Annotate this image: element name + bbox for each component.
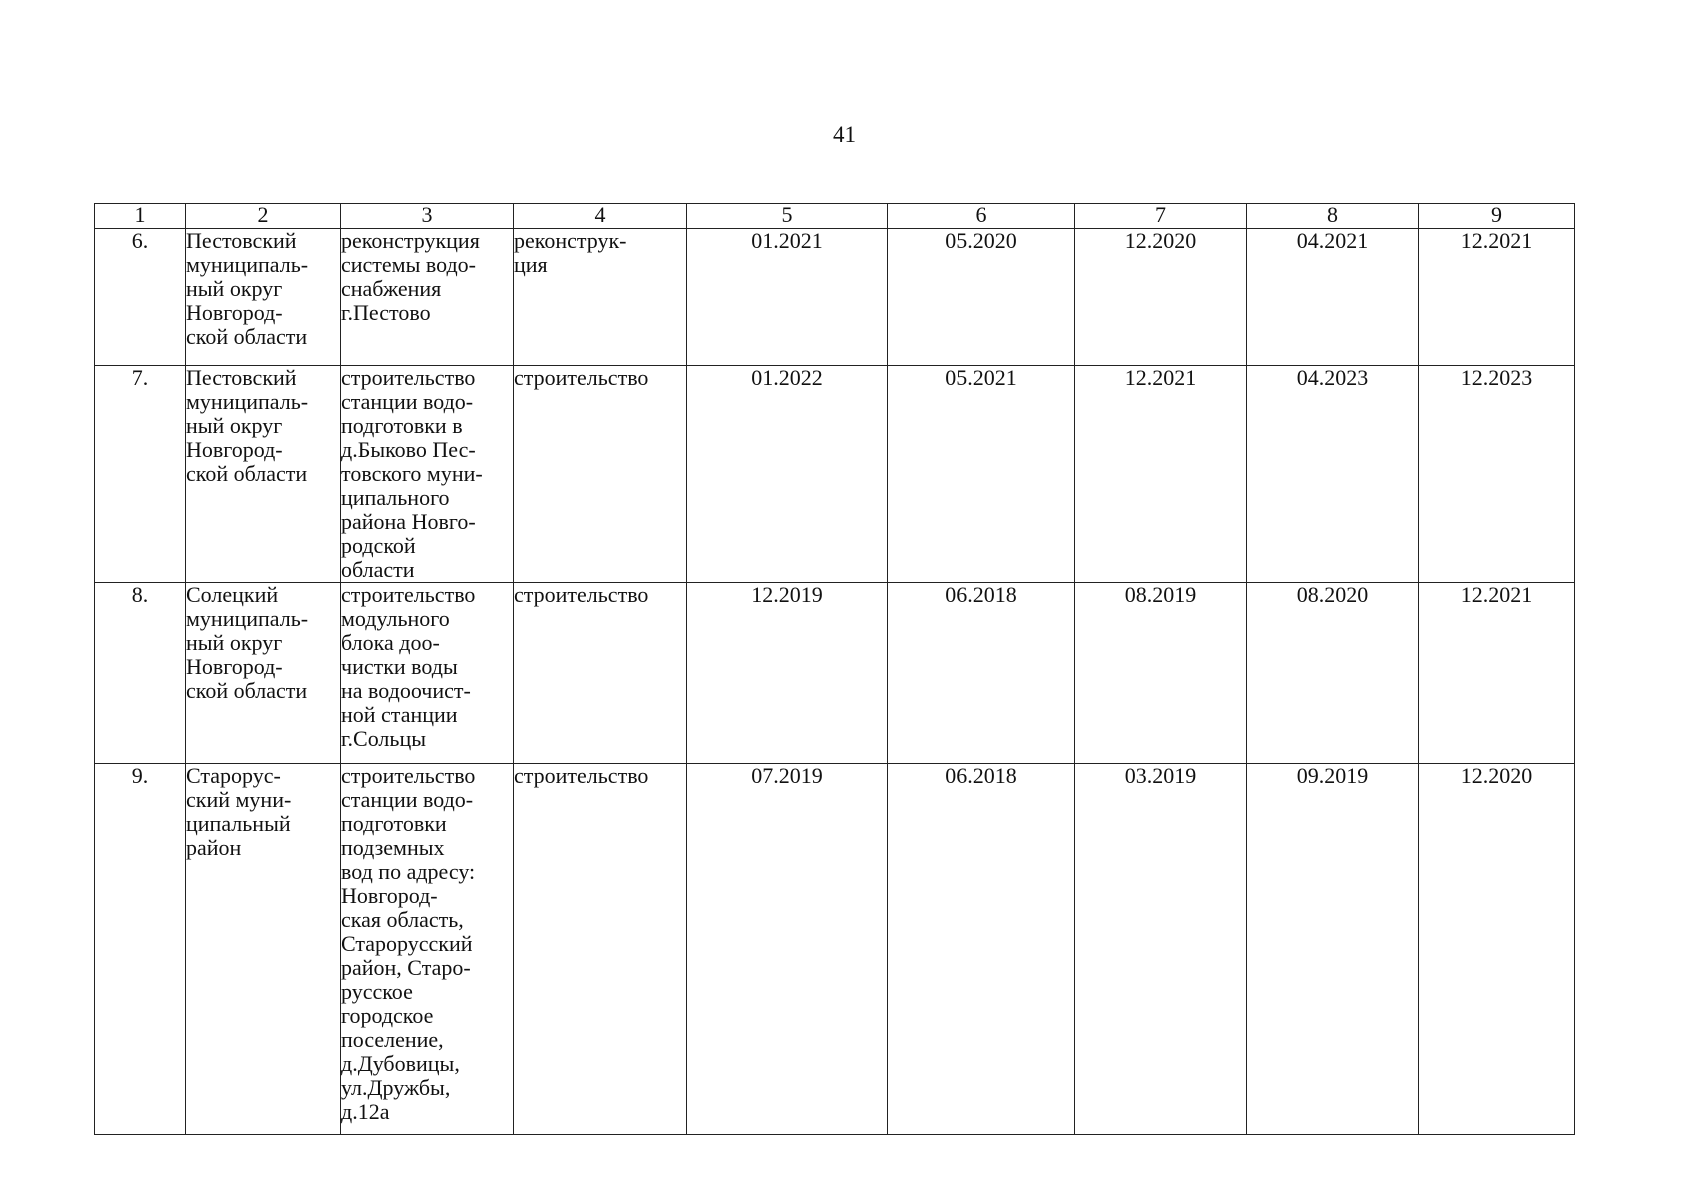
- text-line: реконструкция: [341, 228, 480, 253]
- date-cell: 01.2022: [687, 366, 888, 583]
- column-header: 2: [186, 204, 341, 229]
- object-cell: [341, 366, 514, 583]
- date-cell: 12.2021: [1075, 366, 1247, 583]
- row-number: 8.: [95, 583, 186, 764]
- row-number: 6.: [95, 229, 186, 366]
- text-line: подготовки: [341, 811, 447, 836]
- text-line: Новгород-: [186, 654, 283, 679]
- column-number-row: [95, 204, 1575, 229]
- text-line: снабжения: [341, 276, 442, 301]
- municipality-cell: [186, 583, 341, 764]
- text-line: Новгород-: [186, 437, 283, 462]
- date-cell: 04.2023: [1247, 366, 1419, 583]
- work-type-cell: [514, 583, 687, 764]
- date-cell: 05.2021: [888, 366, 1075, 583]
- date-cell: 08.2019: [1075, 583, 1247, 764]
- date-cell: 12.2020: [1075, 229, 1247, 366]
- text-line: Пестовский: [186, 228, 297, 253]
- text-line: муниципаль-: [186, 252, 309, 277]
- text-line: ный округ: [186, 276, 283, 301]
- table-row: [95, 229, 1575, 366]
- text-line: Старорус-: [186, 763, 281, 788]
- text-line: ципальный: [186, 811, 291, 836]
- date-cell: 12.2023: [1419, 366, 1575, 583]
- text-line: городское: [341, 1003, 434, 1028]
- text-line: муниципаль-: [186, 389, 309, 414]
- column-header: 7: [1075, 204, 1247, 229]
- text-line: муниципаль-: [186, 606, 309, 631]
- text-line: Новгород-: [341, 883, 438, 908]
- row-number: 9.: [95, 764, 186, 1135]
- text-line: ный округ: [186, 413, 283, 438]
- date-cell: 12.2021: [1419, 229, 1575, 366]
- text-line: ный округ: [186, 630, 283, 655]
- text-line: ской области: [186, 324, 308, 349]
- column-header: 6: [888, 204, 1075, 229]
- text-line: русское: [341, 979, 413, 1004]
- text-line: системы водо-: [341, 252, 477, 277]
- text-line: строительство: [341, 582, 476, 607]
- text-line: поселение,: [341, 1027, 444, 1052]
- date-cell: 07.2019: [687, 764, 888, 1135]
- column-header: 4: [514, 204, 687, 229]
- table-row: [95, 583, 1575, 764]
- text-line: реконструк-: [514, 228, 627, 253]
- text-line: станции водо-: [341, 787, 474, 812]
- object-cell: [341, 764, 514, 1135]
- text-line: г.Сольцы: [341, 726, 426, 751]
- schedule-table: [94, 203, 1575, 1135]
- text-line: ция: [514, 252, 548, 277]
- column-header: 8: [1247, 204, 1419, 229]
- table-row: [95, 764, 1575, 1135]
- text-line: блока доо-: [341, 630, 440, 655]
- column-header: 3: [341, 204, 514, 229]
- text-line: чистки воды: [341, 654, 458, 679]
- date-cell: 05.2020: [888, 229, 1075, 366]
- date-cell: 09.2019: [1247, 764, 1419, 1135]
- text-line: Старорусский: [341, 931, 473, 956]
- text-line: ской области: [186, 461, 308, 486]
- text-line: на водоочист-: [341, 678, 471, 703]
- text-line: район: [186, 835, 242, 860]
- text-line: строительство: [514, 365, 649, 390]
- date-cell: 12.2020: [1419, 764, 1575, 1135]
- text-line: строительство: [514, 582, 649, 607]
- column-header: 9: [1419, 204, 1575, 229]
- text-line: Пестовский: [186, 365, 297, 390]
- date-cell: 12.2019: [687, 583, 888, 764]
- text-line: д.Дубовицы,: [341, 1051, 460, 1076]
- date-cell: 06.2018: [888, 764, 1075, 1135]
- text-line: ской области: [186, 678, 308, 703]
- municipality-cell: [186, 764, 341, 1135]
- text-line: ной станции: [341, 702, 458, 727]
- work-type-cell: [514, 764, 687, 1135]
- text-line: д.Быково Пес-: [341, 437, 476, 462]
- column-header: 1: [95, 204, 186, 229]
- text-line: ципального: [341, 485, 450, 510]
- date-cell: 01.2021: [687, 229, 888, 366]
- row-number: 7.: [95, 366, 186, 583]
- text-line: ская область,: [341, 907, 464, 932]
- date-cell: 03.2019: [1075, 764, 1247, 1135]
- text-line: модульного: [341, 606, 450, 631]
- text-line: ский муни-: [186, 787, 292, 812]
- text-line: район, Старо-: [341, 955, 471, 980]
- text-line: родской: [341, 533, 416, 558]
- text-line: товского муни-: [341, 461, 483, 486]
- object-cell: [341, 229, 514, 366]
- column-header: 5: [687, 204, 888, 229]
- text-line: ул.Дружбы,: [341, 1075, 451, 1100]
- work-type-cell: [514, 229, 687, 366]
- date-cell: 06.2018: [888, 583, 1075, 764]
- text-line: г.Пестово: [341, 300, 431, 325]
- work-type-cell: [514, 366, 687, 583]
- text-line: строительство: [341, 365, 476, 390]
- date-cell: 08.2020: [1247, 583, 1419, 764]
- date-cell: 04.2021: [1247, 229, 1419, 366]
- text-line: станции водо-: [341, 389, 474, 414]
- text-line: вод по адресу:: [341, 859, 476, 884]
- municipality-cell: [186, 229, 341, 366]
- text-line: строительство: [341, 763, 476, 788]
- text-line: района Новго-: [341, 509, 476, 534]
- text-line: Новгород-: [186, 300, 283, 325]
- text-line: подготовки в: [341, 413, 463, 438]
- object-cell: [341, 583, 514, 764]
- table-row: [95, 366, 1575, 583]
- date-cell: 12.2021: [1419, 583, 1575, 764]
- page-number: 41: [833, 122, 856, 147]
- municipality-cell: [186, 366, 341, 583]
- text-line: строительство: [514, 763, 649, 788]
- text-line: д.12а: [341, 1099, 390, 1124]
- text-line: области: [341, 557, 415, 582]
- text-line: подземных: [341, 835, 445, 860]
- text-line: Солецкий: [186, 582, 279, 607]
